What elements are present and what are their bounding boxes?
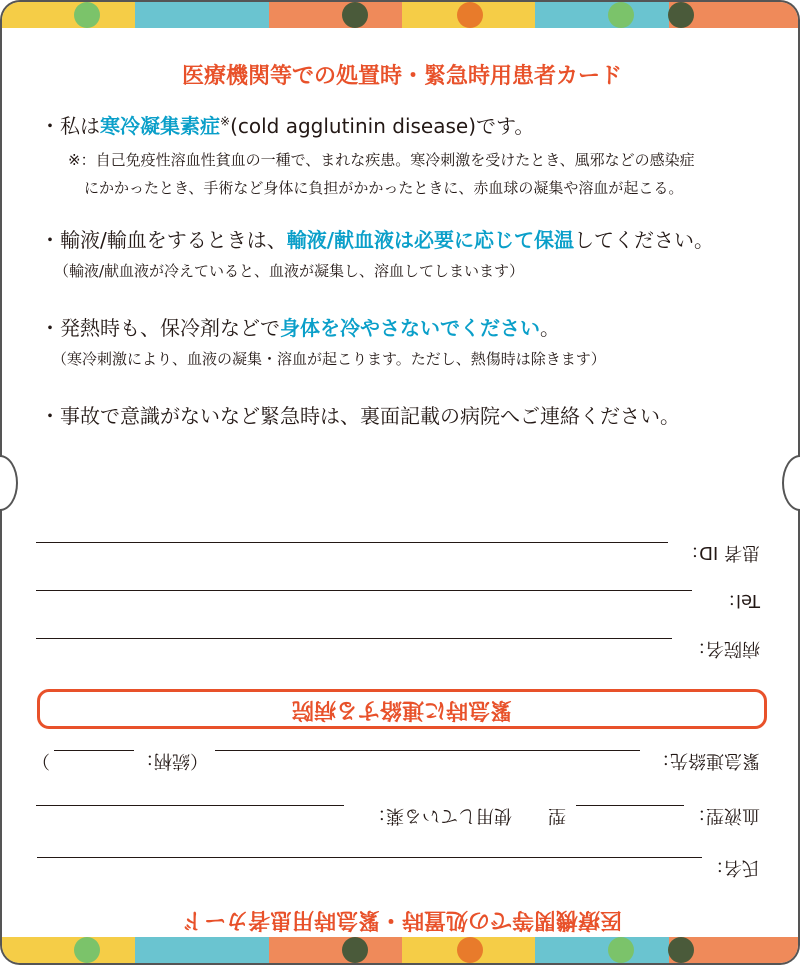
stripe-dot xyxy=(74,2,100,28)
stripe-dot xyxy=(342,937,368,963)
relation-label: （続柄： xyxy=(136,750,208,771)
stripe-dot xyxy=(74,937,100,963)
relation-close: ） xyxy=(32,750,50,771)
item-fever: ・発熱時も、保冷剤などで身体を冷やさないでください。 xyxy=(40,316,560,340)
name-line[interactable] xyxy=(37,857,702,858)
blood-type-label: 血液型： xyxy=(688,805,760,826)
item-emergency: ・事故で意識がないなど緊急時は、裏面記載の病院へご連絡ください。 xyxy=(40,404,680,428)
emergency-contact-label: 緊急連絡先： xyxy=(652,750,760,771)
note-disease-1: ※：自己免疫性溶血性貧血の一種で、まれな疾患。寒冷刺激を受けたとき、風邪などの感染症 xyxy=(68,151,695,169)
stripe-dot xyxy=(668,2,694,28)
stripe-dot xyxy=(342,2,368,28)
back-upside-down-content xyxy=(2,509,800,939)
patient-id-line[interactable] xyxy=(36,542,668,543)
medication-line[interactable] xyxy=(36,805,344,806)
patient-id-label: 患者 ID： xyxy=(681,542,760,563)
back-title: 医療機関等での処置時・緊急時用患者カード xyxy=(182,907,623,932)
blood-type-suffix: 型 xyxy=(548,805,566,826)
tel-label: Tel： xyxy=(717,590,760,611)
medication-label: 使用している薬： xyxy=(368,805,512,826)
stripe-dot xyxy=(608,2,634,28)
stripe-dot xyxy=(608,937,634,963)
item-disease: ・私は寒冷凝集素症※(cold agglutinin disease)です。 xyxy=(40,114,535,138)
tel-line[interactable] xyxy=(36,590,692,591)
hospital-name-label: 病院名： xyxy=(688,638,760,659)
note-fever: （寒冷刺激により、血液の凝集・溶血が起こります。ただし、熱傷時は除きます） xyxy=(52,350,606,368)
stripe-dot xyxy=(668,937,694,963)
stripe-dot xyxy=(457,2,483,28)
blood-type-line[interactable] xyxy=(576,805,684,806)
item-transfusion: ・輸液/輸血をするときは、輸液/献血液は必要に応じて保温してください。 xyxy=(40,228,715,252)
note-disease-2: にかかったとき、手術など身体に負担がかかったときに、赤血球の凝集や溶血が起こる。 xyxy=(84,179,684,197)
front-title: 医療機関等での処置時・緊急時用患者カード xyxy=(181,64,622,89)
note-transfusion: （輸液/献血液が冷えていると、血液が凝集し、溶血してしまいます） xyxy=(54,262,525,280)
emergency-contact-line[interactable] xyxy=(215,750,640,751)
hospital-heading: 緊急時に連絡する病院 xyxy=(37,689,767,729)
stripe-dot xyxy=(457,937,483,963)
relation-line[interactable] xyxy=(54,750,134,751)
name-label: 氏名： xyxy=(706,857,760,878)
hospital-name-line[interactable] xyxy=(36,638,672,639)
card-back xyxy=(0,483,800,965)
